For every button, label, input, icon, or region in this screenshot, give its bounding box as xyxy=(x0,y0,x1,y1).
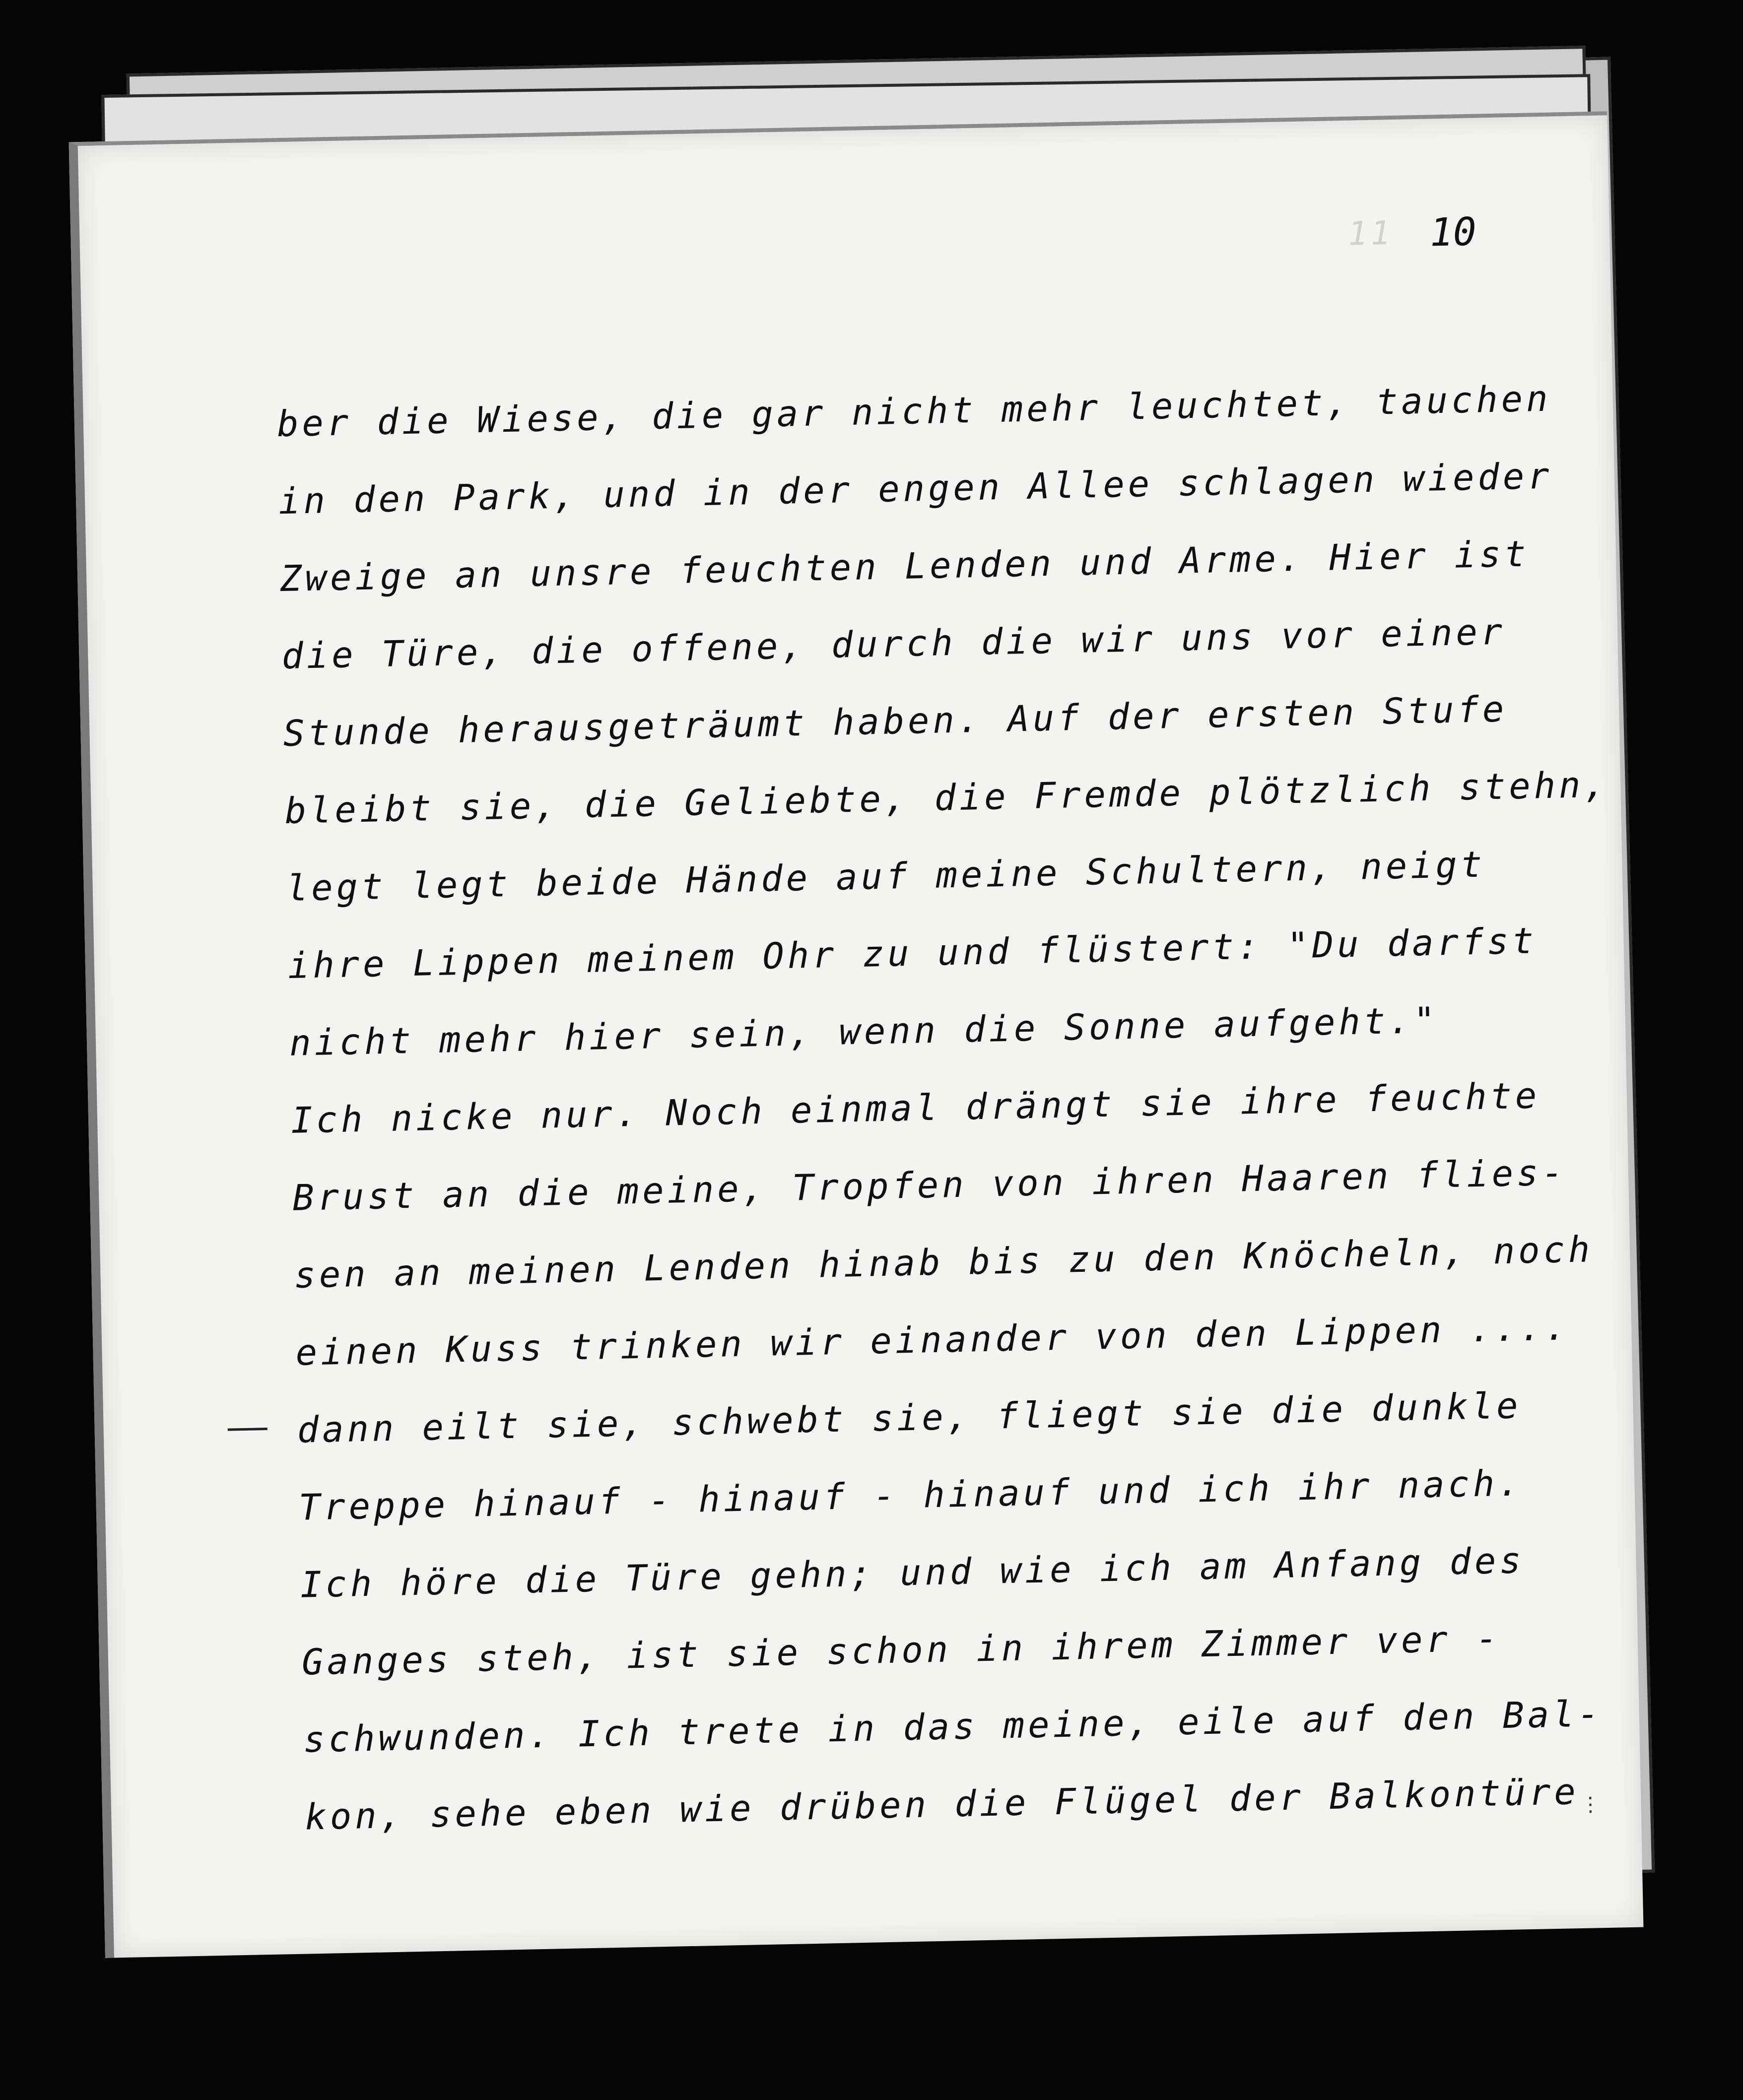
text-line: nicht mehr hier sein, wenn die Sonne aufgeht." xyxy=(289,999,1439,1064)
text-line: bleibt sie, die Geliebte, die Fremde plötzlich stehn, xyxy=(284,763,1609,832)
text-line: die Türe, die offene, durch die wir uns vor einer xyxy=(281,610,1506,677)
typewritten-page xyxy=(69,111,1644,1958)
text-line: Ich nicke nur. Noch einmal drängt sie ihre feuchte xyxy=(290,1074,1541,1141)
text-line: Treppe hinauf - hinauf - hinauf und ich ihr nach. xyxy=(298,1462,1524,1528)
ink-specks: ⋮ xyxy=(1580,1793,1601,1817)
text-line: ihre Lippen meinem Ohr zu und flüstert: "Du darfst xyxy=(287,919,1538,986)
text-line: schwunden. Ich trete in das meine, eile auf den Bal- xyxy=(303,1693,1603,1761)
text-line: Brust an die meine, Tropfen von ihren Haaren flies- xyxy=(292,1151,1567,1219)
text-line: dann eilt sie, schwebt sie, fliegt sie die dunkle xyxy=(296,1384,1522,1451)
page-number: 10 xyxy=(1429,209,1477,256)
text-line: Zweige an unsre feuchten Lenden und Arme. Hier ist xyxy=(279,532,1530,600)
text-line: Ganges steh, ist sie schon in ihrem Zimmer ver - xyxy=(301,1617,1502,1683)
text-line: einen Kuss trinken wir einander von den Lippen .... xyxy=(295,1306,1570,1374)
margin-dash-mark xyxy=(228,1428,268,1431)
text-line: Ich höre die Türe gehn; und wie ich am Anfang des xyxy=(300,1539,1525,1606)
text-line: ber die Wiese, die gar nicht mehr leuchtet, tauchen xyxy=(276,377,1552,445)
body-text xyxy=(276,359,1609,1856)
text-line: sen an meinen Lenden hinab bis zu den Knöcheln, noch xyxy=(293,1228,1594,1296)
text-line: Stunde herausgeträumt haben. Auf der ersten Stufe xyxy=(282,688,1508,755)
text-line: kon, sehe eben wie drüben die Flügel der Balkontüre xyxy=(304,1771,1580,1838)
ghost-page-number: 11 xyxy=(1347,213,1394,253)
text-line: in den Park, und in der engen Allee schlagen wieder xyxy=(278,455,1553,523)
text-line: legt legt beide Hände auf meine Schultern, neigt xyxy=(286,843,1486,909)
